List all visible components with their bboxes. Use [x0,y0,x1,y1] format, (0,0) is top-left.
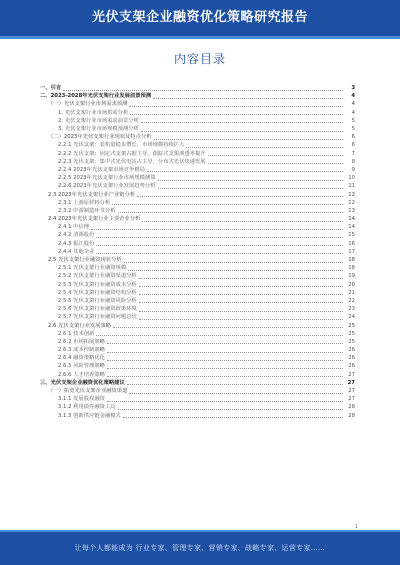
toc-entry-title: 2.3 2023年光伏支架行业产业链分析 [48,191,136,198]
toc-leader-dots [107,339,343,344]
toc-entry[interactable] [40,158,355,166]
toc-entry-title: 2.2.6 2023年光伏支架行业发展趋势分析 [58,183,156,190]
toc-entry-page: 19 [348,273,355,280]
toc-entry-title: 2.2.2 光伏支架：固定式支架占据主导，跟踪式支架渗透率提升 [58,150,206,157]
toc-entry-title: 2.6 光伏支架行业发展策略 [48,322,112,329]
toc-entry[interactable] [40,313,355,321]
toc-entry[interactable] [40,330,355,338]
toc-entry[interactable] [40,133,355,141]
toc-entry[interactable] [40,141,355,149]
toc-leader-dots [186,143,343,148]
toc-leader-dots [107,356,343,361]
toc-entry-title: 2.6.4 融资策略优化 [58,355,105,362]
toc-leader-dots [141,118,343,123]
toc-entry[interactable] [40,371,355,379]
toc-leader-dots [153,94,343,99]
toc-entry-page: 25 [348,338,355,345]
header-accent-line [0,36,400,39]
toc-entry-title: 二、2023-2028年光伏支架行业发展前景预测 [40,93,152,100]
toc-entry[interactable] [40,84,355,92]
toc-leader-dots [123,413,343,418]
toc-entry-page: 6 [351,142,355,149]
toc-entry[interactable] [40,109,355,117]
toc-entry[interactable] [40,354,355,362]
toc-entry[interactable] [40,338,355,346]
toc-entry[interactable] [40,297,355,305]
toc-entry-page: 10 [348,175,355,182]
toc-leader-dots [158,176,343,181]
toc-entry-page: 12 [348,199,355,206]
toc-entry-title: 2.5.4 光伏支架行业融资结构分析 [58,289,137,296]
toc-entry-title: 3. 光伏支架行业市场规模预测分析 [58,126,139,133]
toc-leader-dots [118,208,343,213]
toc-entry-title: （一）拓宽光伏支架企业融资渠道 [48,388,128,395]
toc-entry-title: 3.1.3 创新供应链金融模式 [58,412,121,419]
toc-entry-title: 2.5.3 光伏支架行业融资成本分析 [58,281,137,288]
toc-entry-page: 3 [351,85,355,92]
toc-entry[interactable] [40,379,355,387]
toc-entry-page: 27 [347,379,355,386]
toc-leader-dots [63,86,343,91]
report-title: 光伏支架企业融资优化策略研究报告 [91,10,308,25]
toc-leader-dots [154,135,343,140]
toc-leader-dots [113,323,343,328]
toc-leader-dots [141,127,343,132]
toc-leader-dots [107,372,343,377]
toc-leader-dots [129,389,343,394]
toc-leader-dots [91,225,343,230]
toc-entry-title: 2.2.5 2023年光伏支架行业市场规模测算 [58,175,156,182]
toc-entry-page: 27 [348,388,355,395]
toc-entry-title: 2.4 2023年光伏支架行业主要企业分析 [48,216,141,223]
toc-entry[interactable] [40,174,355,182]
toc-entry-page: 15 [348,232,355,239]
toc-entry[interactable] [40,256,355,264]
toc-entry-title: 2.4.1 中信博 [58,224,90,231]
toc-entry[interactable] [40,125,355,133]
toc-entry-page: 7 [351,150,355,157]
toc-leader-dots [128,266,343,271]
toc-entry-page: 21 [348,289,355,296]
toc-entry-page: 4 [351,101,355,108]
toc-entry-title: 2.6.2 市场拓展策略 [58,338,105,345]
toc-leader-dots [96,233,343,238]
toc-entry-page: 16 [348,240,355,247]
toc-entry-title: 3.1.2 利用债券融资工具 [58,404,116,411]
toc-leader-dots [107,364,343,369]
toc-entry[interactable] [40,223,355,231]
toc-leader-dots [107,348,343,353]
toc-entry[interactable] [40,305,355,313]
toc-leader-dots [139,274,343,279]
toc-entry[interactable] [40,346,355,354]
toc-entry-title: 2.2.4 2023年光伏支架市场竞争格局 [58,166,145,173]
toc-entry-title: （一）光伏支架行业市场需求预测 [48,101,128,108]
toc-entry-title: 2.3.2 中游制造环节分析 [58,207,116,214]
toc-entry[interactable] [40,166,355,174]
toc-entry[interactable] [40,412,355,420]
toc-entry[interactable] [40,207,355,215]
toc-entry-title: 2.4.2 清源股份 [58,232,95,239]
toc-leader-dots [139,282,343,287]
toc-entry-page: 5 [351,126,355,133]
toc-entry[interactable] [40,387,355,395]
toc-entry-page: 6 [351,134,355,141]
toc-entry-page: 28 [348,412,355,419]
toc-entry-page: 22 [348,297,355,304]
toc-leader-dots [139,298,343,303]
toc-entry-page: 18 [348,257,355,264]
table-of-contents [40,84,355,524]
toc-entry-page: 27 [348,371,355,378]
toc-entry[interactable] [40,215,355,223]
toc-entry-title: 2.5.5 光伏支架行业融资风险分析 [58,297,137,304]
toc-entry-title: 2.5 光伏支架行业融资现状分析 [48,257,122,264]
toc-entry-page: 25 [348,322,355,329]
toc-entry[interactable] [40,395,355,403]
toc-entry-page: 26 [348,347,355,354]
toc-entry-title: 一、引言 [40,85,62,92]
toc-entry-page: 26 [348,363,355,370]
toc-entry-title: 2.3.1 上游原材料分析 [58,199,111,206]
toc-entry-page: 24 [348,314,355,321]
toc-leader-dots [127,380,343,385]
toc-entry[interactable] [40,100,355,108]
toc-leader-dots [130,110,343,115]
toc-leader-dots [118,405,343,410]
toc-entry-page: 25 [348,330,355,337]
toc-entry-title: 1. 光伏支架行业市场供需分析 [58,109,129,116]
toc-leader-dots [96,331,343,336]
toc-entry-title: 2.4.3 振江股份 [58,240,95,247]
toc-leader-dots [107,397,343,402]
toc-entry[interactable] [40,362,355,370]
toc-entry-page: 28 [348,404,355,411]
toc-entry[interactable] [40,248,355,256]
toc-entry-title: 2.6.3 成本控制策略 [58,347,105,354]
toc-leader-dots [147,167,343,172]
toc-entry-title: 2. 光伏支架行业市场需求前景分析 [58,117,139,124]
toc-entry-page: 14 [348,216,355,223]
toc-entry-title: 2.5.7 光伏支架行业融资问题总结 [58,314,137,321]
toc-entry-title: 2.5.1 光伏支架行业融资规模 [58,265,127,272]
toc-leader-dots [139,315,343,320]
toc-entry-title: 2.5.6 光伏支架行业融资政策环境 [58,306,137,313]
footer-slogan: 让每个人都能成为 行业专家、管理专家、营销专家、战略专家、运营专家…… [74,544,326,552]
toc-leader-dots [112,200,343,205]
toc-entry[interactable] [40,240,355,248]
toc-entry[interactable] [40,117,355,125]
toc-entry-title: 2.4.4 其他企业 [58,248,95,255]
toc-entry-title: 2.5.2 光伏支架行业融资渠道分析 [58,273,137,280]
toc-entry-page: 26 [348,355,355,362]
toc-entry-title: 2.2.1 光伏支架：装机量稳步增长，市场规模持续扩大 [58,142,185,149]
toc-entry-page: 18 [348,265,355,272]
toc-leader-dots [142,217,343,222]
toc-heading: 内容目录 [173,52,226,66]
toc-leader-dots [158,184,343,189]
toc-leader-dots [208,159,343,164]
toc-entry-page: 4 [351,93,355,100]
toc-entry[interactable] [40,199,355,207]
toc-entry-title: （二）2023年光伏支架行业现状及特点分析 [48,134,152,141]
toc-entry[interactable] [40,289,355,297]
toc-entry[interactable] [40,150,355,158]
toc-leader-dots [137,192,343,197]
toc-entry-page: 4 [351,109,355,116]
toc-leader-dots [96,249,343,254]
toc-leader-dots [139,290,343,295]
toc-leader-dots [208,151,343,156]
toc-entry[interactable] [40,321,355,329]
toc-entry[interactable] [40,272,355,280]
toc-entry-page: 14 [348,224,355,231]
toc-entry[interactable] [40,231,355,239]
toc-entry-title: 2.2.3 光伏支架：集中式光伏电站占主导，分布式光伏快速发展 [58,158,206,165]
toc-entry[interactable] [40,182,355,190]
toc-leader-dots [139,307,343,312]
toc-entry-title: 三、光伏支架企业融资优化策略建议 [40,379,125,386]
toc-entry[interactable] [40,403,355,411]
page-number: 1 [354,524,358,530]
toc-entry[interactable] [40,190,355,198]
toc-entry[interactable] [40,264,355,272]
toc-entry-page: 8 [351,158,355,165]
toc-entry[interactable] [40,281,355,289]
toc-entry-title: 2.6.6 人才培养策略 [58,371,105,378]
toc-entry-page: 20 [348,281,355,288]
toc-entry-page: 5 [351,117,355,124]
toc-entry-page: 27 [348,396,355,403]
toc-entry-page: 12 [348,191,355,198]
toc-entry-page: 9 [351,166,355,173]
toc-leader-dots [129,102,343,107]
toc-entry-page: 13 [348,207,355,214]
toc-entry-page: 23 [348,306,355,313]
toc-entry-page: 11 [348,183,355,190]
toc-entry-title: 2.6.1 技术创新 [58,330,95,337]
toc-entry-title: 3.1.1 发展股权融资 [58,396,105,403]
toc-entry[interactable] [40,92,355,100]
toc-leader-dots [124,258,343,263]
toc-entry-title: 2.6.5 风险管理策略 [58,363,105,370]
toc-entry-page: 17 [348,248,355,255]
toc-leader-dots [96,241,343,246]
